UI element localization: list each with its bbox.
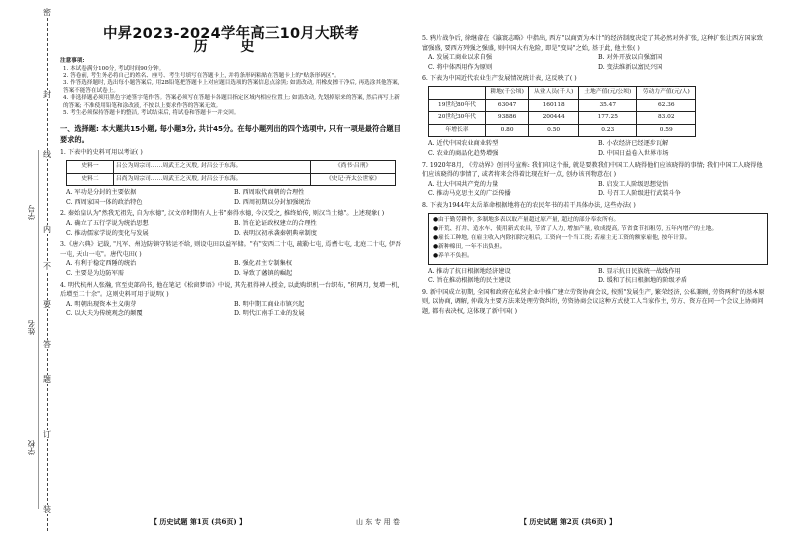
question-stem: 5. 鸦片战争后, 徐继畬在《瀛寰志略》中指出, 西方"以商贾为本计"的经济制度决定了其必然对外扩张, 这种扩张让西方国家致富强盛, 要西方列强之强盛, 则中国大有危险, 即是"变局"之始, 基于此, 他主张( ) <box>422 35 763 52</box>
table-cell: 0.50 <box>529 124 579 137</box>
q1-table <box>66 160 396 186</box>
binding-char: 订 <box>43 430 51 439</box>
table-cell: 83.02 <box>637 112 696 125</box>
option-d: D. 缓和了抗日根据地的阶级矛盾 <box>598 277 688 285</box>
option-a: A. 军功是分封的主要依据 <box>66 189 137 197</box>
exam-title: 中昇2023-2024学年高三10月大联考 <box>102 26 360 42</box>
question-1 <box>60 148 402 207</box>
table-header-cell: 从业人员(千人) <box>529 86 579 99</box>
binding-char: 装 <box>43 505 51 514</box>
binding-char: 题 <box>43 375 51 384</box>
question-stem: 7. 1920年8月, 《劳动界》创刊号宣称: 我们印这个报, 就是要教我们中国工人晓得他们应该晓得的事情; 我们中国工人晓得他们应该晓得的事情了, 或者将来会得着比现在好一点, 创办该刊物意在( ) <box>422 161 763 179</box>
left-column <box>60 26 402 319</box>
question-stem: 2. 秦始皇认为"然我无祖先, 自为水德", 汉文帝时期有人上书"秦得水德, 今汉受之, 推终始传, 则汉当土德"。上述现象( ) <box>60 210 385 218</box>
right-column <box>422 34 768 316</box>
option-c: C. 将中体西用作为原则 <box>428 63 493 71</box>
option-c: C. 推动儒家学说的变化与发展 <box>66 229 149 237</box>
box-line: ●养羊不负担。 <box>433 253 473 260</box>
name-field-label: 姓名 <box>27 320 36 335</box>
question-8 <box>422 201 768 286</box>
binding-char: 答 <box>43 340 51 349</box>
option-c: C. 旨在推动根据地的民主建设 <box>428 277 511 285</box>
question-stem: 3.《唐六典》记载, "凡军、州边防镇守转运不给, 则设屯田以益军储。"有"安西二十屯, 疏勒七屯, 焉耆七屯, 北庭二十屯, 伊吾一屯, 天山一屯"。唐代屯田( ) <box>60 241 402 258</box>
question-stem: 6. 下表为中国近代农业生产发展情况统计表, 这反映了( ) <box>422 75 577 83</box>
option-b: B. 启发工人阶级思想觉悟 <box>598 180 669 188</box>
question-stem: 9. 新中国成立初期, 全国和政府在私营企业中推广建立劳资协商会议, 按照"发展生产, 繁荣经济, 公私兼顾, 劳资两利"的基本原则, 以协商, 调解, 仲裁为主要方法来处理劳资纠纷, 劳资协商会议这种方式使工人当家作主, 劳方、资方在同一个会议上协商问题, 都有表决权, 这体现了新中国( ) <box>422 288 765 315</box>
exam-subject: 历 史 <box>193 38 269 55</box>
table-cell: 0.23 <box>579 124 637 137</box>
table-cell: 史料二 <box>67 173 114 186</box>
binding-char: 不 <box>43 262 51 271</box>
option-b: B. 西周取代商朝的合理性 <box>234 189 305 197</box>
binding-char: 线 <box>43 150 51 159</box>
table-header-cell: 土地产值(元/公顷) <box>579 86 637 99</box>
question-9 <box>422 288 768 317</box>
table-cell: 63047 <box>486 99 529 112</box>
question-stem: 4. 明代杭州人张瀚, 官至吏部尚书, 他在笔记《松窗梦语》中说, 其先祖得神人授金, 以此购织机一台织布, "积两月, 复增一机, 后增至二十余"。这则史料可用于说明( ) <box>60 281 400 299</box>
question-2 <box>60 209 402 238</box>
notes-block <box>60 58 402 117</box>
question-6 <box>422 74 768 158</box>
table-header-cell: 耕地(千公顷) <box>486 86 529 99</box>
option-d: D. 导致了藩镇的崛起 <box>234 269 293 277</box>
option-a: A. 近代中国农业商业转型 <box>428 140 499 148</box>
table-cell: 19世纪80年代 <box>429 99 486 112</box>
table-header-cell <box>429 86 486 99</box>
binding-char: 要 <box>43 300 51 309</box>
question-stem: 8. 下表为1944年太岳革命根据地将在的农民年书的若干具体办法, 这些办法( ) <box>422 201 636 209</box>
table-cell: 62.36 <box>637 99 696 112</box>
option-a: A. 壮大中国共产党的力量 <box>428 180 499 188</box>
binding-line-inner <box>38 150 39 509</box>
option-b: B. 小农经济已经逐步瓦解 <box>598 140 669 148</box>
option-a: A. 推动了抗日根据地经济建设 <box>428 267 511 275</box>
table-cell: 0.80 <box>486 124 529 137</box>
option-c: C. 农业的商品化趋势增强 <box>428 149 499 157</box>
id-field-label: 学号 <box>27 205 36 220</box>
option-c: C. 以大夫为传统观念的颠覆 <box>66 310 143 318</box>
table-cell: 吕公为周宗司……周武王之灭殷, 封吕公于东海。 <box>114 161 311 174</box>
table-cell: 177.25 <box>579 112 637 125</box>
note-item: 3. 作答选择题时, 选出每小题答案后, 用2B铅笔把答题卡上对应题目选项的答案信息点涂黑; 如需改动, 用橡皮擦干净后, 再选涂其他答案, 答案不能答在试卷上。 <box>63 80 400 94</box>
question-7 <box>422 161 768 199</box>
binding-sidebar <box>0 0 56 539</box>
table-cell: 93886 <box>486 112 529 125</box>
option-b: B. 明中期工商业市镇兴起 <box>234 300 305 308</box>
option-a: A. 明朝出现资本主义萌芽 <box>66 300 137 308</box>
binding-char: 密 <box>43 8 51 17</box>
option-d: D. 明代江南手工业的发展 <box>234 310 305 318</box>
question-3 <box>60 240 402 278</box>
footer-center: 山 东 专 用 卷 <box>356 518 400 526</box>
q8-material-box <box>428 213 768 265</box>
table-cell: 史料一 <box>67 161 114 174</box>
option-c: C. 西周家国一体的政治特色 <box>66 198 143 206</box>
table-cell: 200444 <box>529 112 579 125</box>
notes-heading: 注意事项: <box>60 58 85 65</box>
table-cell: 年增长率 <box>429 124 486 137</box>
option-a: A. 确立了五行学说为统治思想 <box>66 220 149 227</box>
table-cell: 《尚书·吕刑》 <box>311 161 396 174</box>
q6-table <box>428 86 696 137</box>
option-b: B. 对外开放以自强富国 <box>598 54 663 62</box>
footer-right: 【 历史试题 第2页 (共6页) 】 <box>520 517 617 526</box>
option-d: D. 西周初期以分封加强统治 <box>234 198 311 206</box>
option-d: D. 表明汉初承袭秦朝典章制度 <box>234 229 317 237</box>
note-item: 5. 考生必须保持答题卡的整洁, 考试结束后, 将试卷和答题卡一并交回。 <box>63 110 240 117</box>
footer-left: 【 历史试题 第1页 (共6页) 】 <box>150 517 247 526</box>
option-d: D. 中国日益卷入世界市场 <box>598 149 669 157</box>
question-5 <box>422 34 768 72</box>
box-line: ●开荒、打井、造水车、使用新式农具, 节省了人力, 增加产量, 收成提高, 节省食节扣租劳, 五年内增产的土地。 <box>433 225 718 232</box>
option-b: B. 强化君主专制集权 <box>234 260 292 268</box>
table-cell: 20世纪30年代 <box>429 112 486 125</box>
note-item: 4. 非选择题必须用黑色字迹签字笔作答。答案必须写在答题卡各题目指定区域内相应位置上; 如需改动, 先划掉原来的答案, 然后再写上新的答案; 不准使用铅笔和涂改液, 不按以上要求作答的答案无效。 <box>63 95 400 109</box>
binding-char: 内 <box>43 225 51 234</box>
note-item: 2. 答卷前, 考生务必将自己的姓名、座号、考生号填写在答题卡上, 并将条形码粘贴在答题卡上的"贴条形码区"。 <box>63 73 340 79</box>
table-header-cell: 劳动力产值(元/人) <box>637 86 696 99</box>
option-b: B. 显示抗日民族统一战线作用 <box>598 267 681 275</box>
note-item: 1. 本试卷满分100分, 考试时间90分钟。 <box>63 65 165 72</box>
table-cell: 《史记·齐太公世家》 <box>311 173 396 186</box>
table-cell: 35.47 <box>579 99 637 112</box>
option-c: C. 推动马克思主义的广泛传播 <box>428 190 511 198</box>
table-cell: 160118 <box>529 99 579 112</box>
option-c: C. 主要是为边防军需 <box>66 269 124 277</box>
binding-char: 封 <box>43 90 51 99</box>
option-b: B. 旨在论证政权建立的合理性 <box>234 220 317 227</box>
table-cell: 吕尚为周宗司……周武王之灭殷, 封吕公于东海。 <box>114 173 311 186</box>
school-field-label: 学校 <box>27 440 36 455</box>
question-4 <box>60 281 402 319</box>
question-stem: 1. 下表中的史料可用以考证( ) <box>60 149 143 157</box>
box-line: ●雇长工种地, 在雇主收入内除扣除完租后, 工资向一个当工资; 若雇主无工资的额家雇他, 按年计算。 <box>433 234 691 241</box>
option-a: A. 发展工商业以求自强 <box>428 54 493 62</box>
section-heading: 一、选择题: 本大题共15小题, 每小题3分, 共计45分。在每小题列出的四个选项中, 只有一项是最符合题目要求的。 <box>60 124 401 145</box>
box-line: ●由于勤劳耕作, 多制地多表以取产量超过原产量, 超过的部分奉农所有。 <box>433 216 620 223</box>
table-cell: 0.59 <box>637 124 696 137</box>
option-a: A. 有利于稳定西陲的统治 <box>66 260 137 268</box>
option-d: D. 号召工人阶级进行武装斗争 <box>598 190 681 198</box>
box-line: ●新种棉田, 一年不出负担。 <box>433 244 506 251</box>
option-d: D. 变法维新以富民兴国 <box>598 63 663 71</box>
